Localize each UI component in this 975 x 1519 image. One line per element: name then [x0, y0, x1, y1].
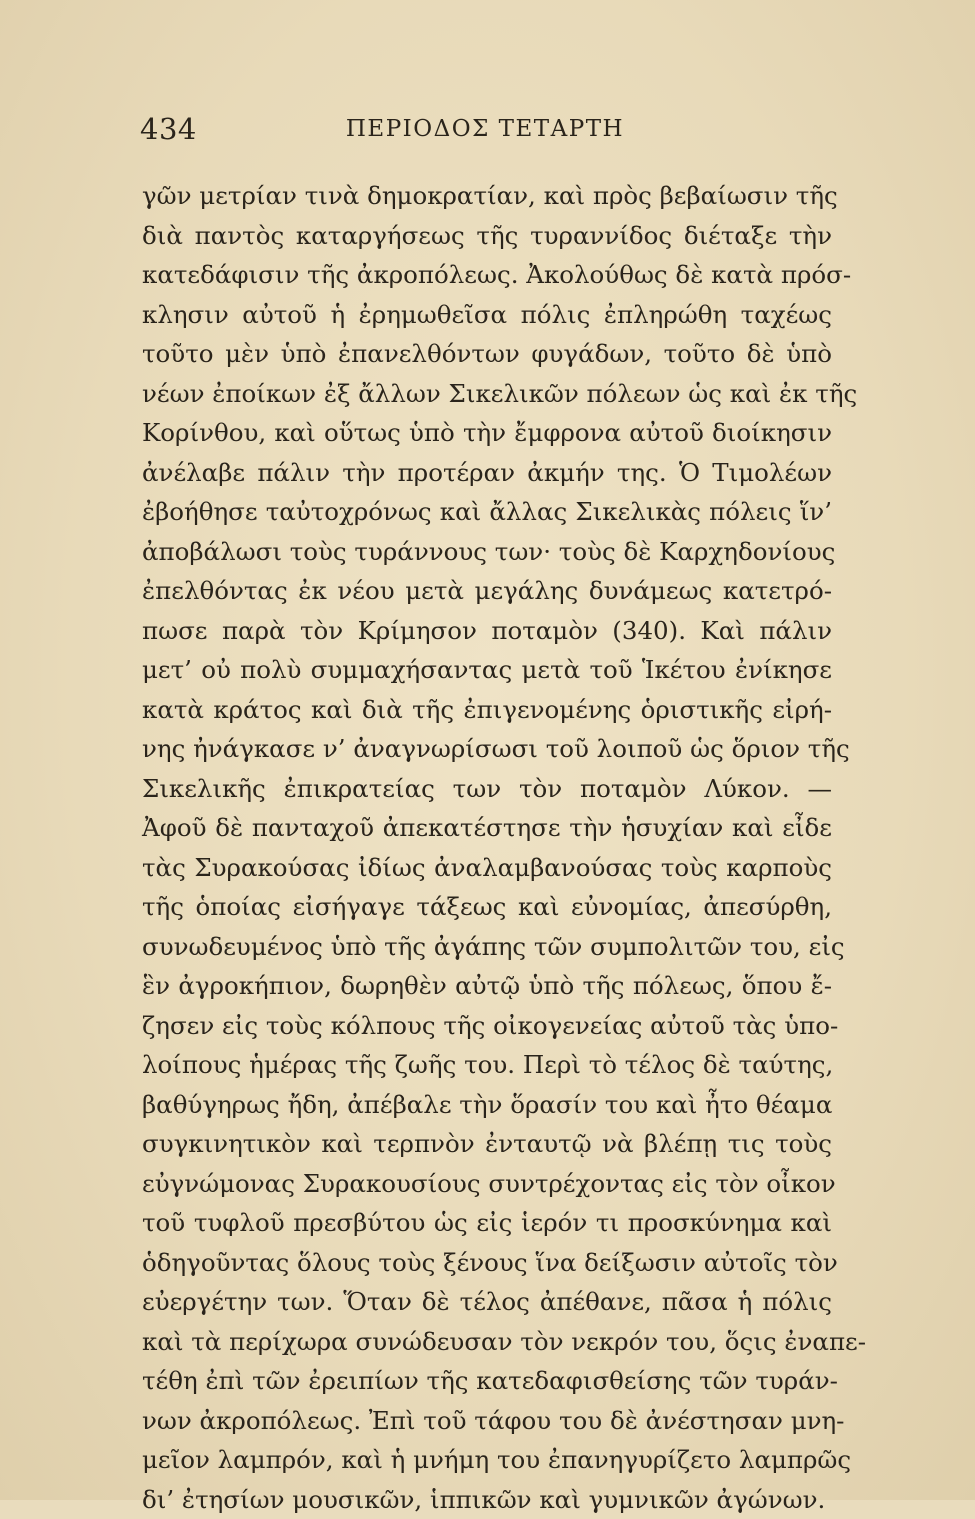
text-line: τέθη ἐπὶ τῶν ἐρειπίων τῆς κατεδαφισθείσης τῶν τυράν-: [142, 1361, 832, 1401]
text-line: κατὰ κράτος καὶ διὰ τῆς ἐπιγενομένης ὁριστικῆς εἰρή-: [142, 690, 832, 730]
text-line: διὰ παντὸς καταργήσεως τῆς τυραννίδος διέταξε τὴν: [142, 216, 832, 256]
text-line: μεῖον λαμπρόν, καὶ ἡ μνήμη του ἐπανηγυρίζετο λαμπρῶς: [142, 1440, 832, 1480]
text-line: ζησεν εἰς τοὺς κόλπους τῆς οἰκογενείας αὐτοῦ τὰς ὑπο-: [142, 1006, 832, 1046]
text-line: γῶν μετρίαν τινὰ δημοκρατίαν, καὶ πρὸς βεβαίωσιν τῆς: [142, 176, 832, 216]
page-number: 434: [140, 112, 197, 146]
text-line: ἐπελθόντας ἐκ νέου μετὰ μεγάλης δυνάμεως κατετρό-: [142, 571, 832, 611]
text-line: Κορίνθου, καὶ οὕτως ὑπὸ τὴν ἔμφρονα αὐτοῦ διοίκησιν: [142, 413, 832, 453]
text-line: λοίπους ἡμέρας τῆς ζωῆς του. Περὶ τὸ τέλος δὲ ταύτης,: [142, 1045, 832, 1085]
text-line: νέων ἐποίκων ἐξ ἄλλων Σικελικῶν πόλεων ὡς καὶ ἐκ τῆς: [142, 374, 832, 414]
text-line: καὶ τὰ περίχωρα συνώδευσαν τὸν νεκρόν του, ὅςις ἐναπε-: [142, 1322, 832, 1362]
text-line: τὰς Συρακούσας ἰδίως ἀναλαμβανούσας τοὺς καρποὺς: [142, 848, 832, 888]
text-line: δι’ ἐτησίων μουσικῶν, ἱππικῶν καὶ γυμνικῶν ἀγώνων.: [142, 1480, 832, 1519]
text-line: συγκινητικὸν καὶ τερπνὸν ἐνταυτῷ νὰ βλέπῃ τις τοὺς: [142, 1124, 832, 1164]
text-line: νων ἀκροπόλεως. Ἐπὶ τοῦ τάφου του δὲ ἀνέστησαν μνη-: [142, 1401, 832, 1441]
text-line: ἀνέλαβε πάλιν τὴν προτέραν ἀκμήν της. Ὁ Τιμολέων: [142, 453, 832, 493]
text-line: μετ’ οὐ πολὺ συμμαχήσαντας μετὰ τοῦ Ἱκέτου ἐνίκησε: [142, 650, 832, 690]
body-text: [142, 176, 832, 1519]
text-line: νης ἠνάγκασε ν’ ἀναγνωρίσωσι τοῦ λοιποῦ ὡς ὅριον τῆς: [142, 729, 832, 769]
text-line: πωσε παρὰ τὸν Κρίμησον ποταμὸν (340). Καὶ πάλιν: [142, 611, 832, 651]
text-line: Σικελικῆς ἐπικρατείας των τὸν ποταμὸν Λύκον. —: [142, 769, 832, 809]
text-line: συνωδευμένος ὑπὸ τῆς ἀγάπης τῶν συμπολιτῶν του, εἰς: [142, 927, 832, 967]
running-head: ΠΕΡΙΟΔΟΣ ΤΕΤΑΡΤΗ: [140, 116, 830, 142]
text-line: κατεδάφισιν τῆς ἀκροπόλεως. Ἀκολούθως δὲ κατὰ πρόσ-: [142, 255, 832, 295]
text-line: τοῦτο μὲν ὑπὸ ἐπανελθόντων φυγάδων, τοῦτο δὲ ὑπὸ: [142, 334, 832, 374]
text-line: ἐβοήθησε ταὐτοχρόνως καὶ ἄλλας Σικελικὰς πόλεις ἵν’: [142, 492, 832, 532]
text-line: Ἀφοῦ δὲ πανταχοῦ ἀπεκατέστησε τὴν ἡσυχίαν καὶ εἶδε: [142, 808, 832, 848]
text-line: βαθύγηρως ἤδη, ἀπέβαλε τὴν ὅρασίν του καὶ ἦτο θέαμα: [142, 1085, 832, 1125]
text-line: εὐεργέτην των. Ὅταν δὲ τέλος ἀπέθανε, πᾶσα ἡ πόλις: [142, 1282, 832, 1322]
text-line: τοῦ τυφλοῦ πρεσβύτου ὡς εἰς ἱερόν τι προσκύνημα καὶ: [142, 1203, 832, 1243]
page-header: [140, 112, 830, 152]
text-line: ἓν ἀγροκήπιον, δωρηθὲν αὐτῷ ὑπὸ τῆς πόλεως, ὅπου ἔ-: [142, 966, 832, 1006]
text-line: κλησιν αὐτοῦ ἡ ἐρημωθεῖσα πόλις ἐπληρώθη ταχέως: [142, 295, 832, 335]
text-line: εὐγνώμονας Συρακουσίους συντρέχοντας εἰς τὸν οἶκον: [142, 1164, 832, 1204]
text-line: ἀποβάλωσι τοὺς τυράννους των· τοὺς δὲ Καρχηδονίους: [142, 532, 832, 572]
text-line: ὁδηγοῦντας ὅλους τοὺς ξένους ἵνα δείξωσιν αὐτοῖς τὸν: [142, 1243, 832, 1283]
text-line: τῆς ὁποίας εἰσήγαγε τάξεως καὶ εὐνομίας, ἀπεσύρθη,: [142, 887, 832, 927]
